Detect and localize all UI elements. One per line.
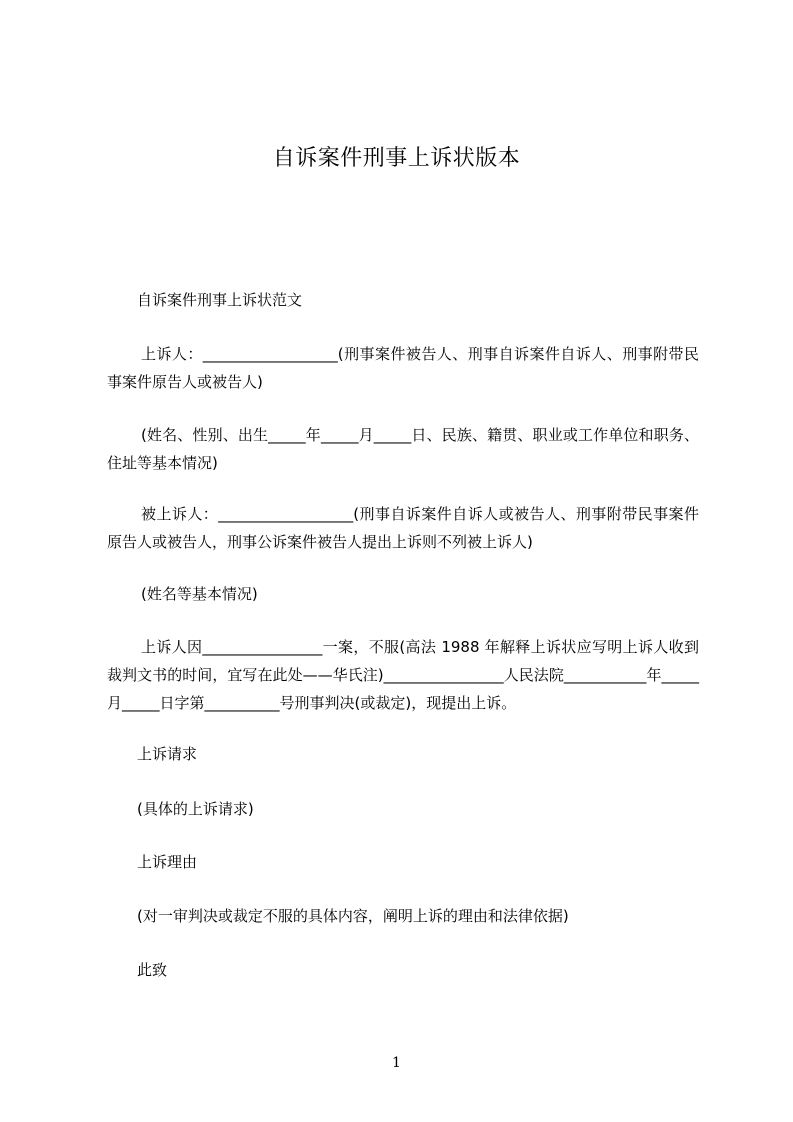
paragraph-closing: 此致 <box>137 961 168 979</box>
paragraph-appellant-info: (姓名、性别、出生_____年_____月_____日、民族、籍贯、职业或工作单位和职务、住址等基本情况) <box>107 426 699 472</box>
paragraph-appellant: 上诉人：__________________(刑事案件被告人、刑事自诉案件自诉人、刑事附带民事案件原告人或被告人) <box>107 345 699 391</box>
paragraph-appeal-statement: 上诉人因________________一案，不服(高法 1988 年解释上诉状应写明上诉人收到裁判文书的时间，宜写在此处——华氏注)________________人民法院___________年_____月_____日字第__________号刑事判决(或裁定)，现提出上诉。 <box>107 638 699 712</box>
heading-appeal-reason: 上诉理由 <box>137 853 198 871</box>
page-number: 1 <box>392 1055 401 1071</box>
heading-appeal-request: 上诉请求 <box>137 745 198 763</box>
paragraph-appeal-request: (具体的上诉请求) <box>137 800 254 818</box>
document-title: 自诉案件刑事上诉状版本 <box>272 146 521 171</box>
paragraph-appeal-reason: (对一审判决或裁定不服的具体内容，阐明上诉的理由和法律依据) <box>137 907 569 925</box>
paragraph-subtitle: 自诉案件刑事上诉状范文 <box>137 291 303 309</box>
paragraph-appellee-info: (姓名等基本情况) <box>141 585 258 603</box>
paragraph-appellee: 被上诉人：__________________(刑事自诉案件自诉人或被告人、刑事附带民事案件原告人或被告人，刑事公诉案件被告人提出上诉则不列被上诉人) <box>107 505 699 551</box>
